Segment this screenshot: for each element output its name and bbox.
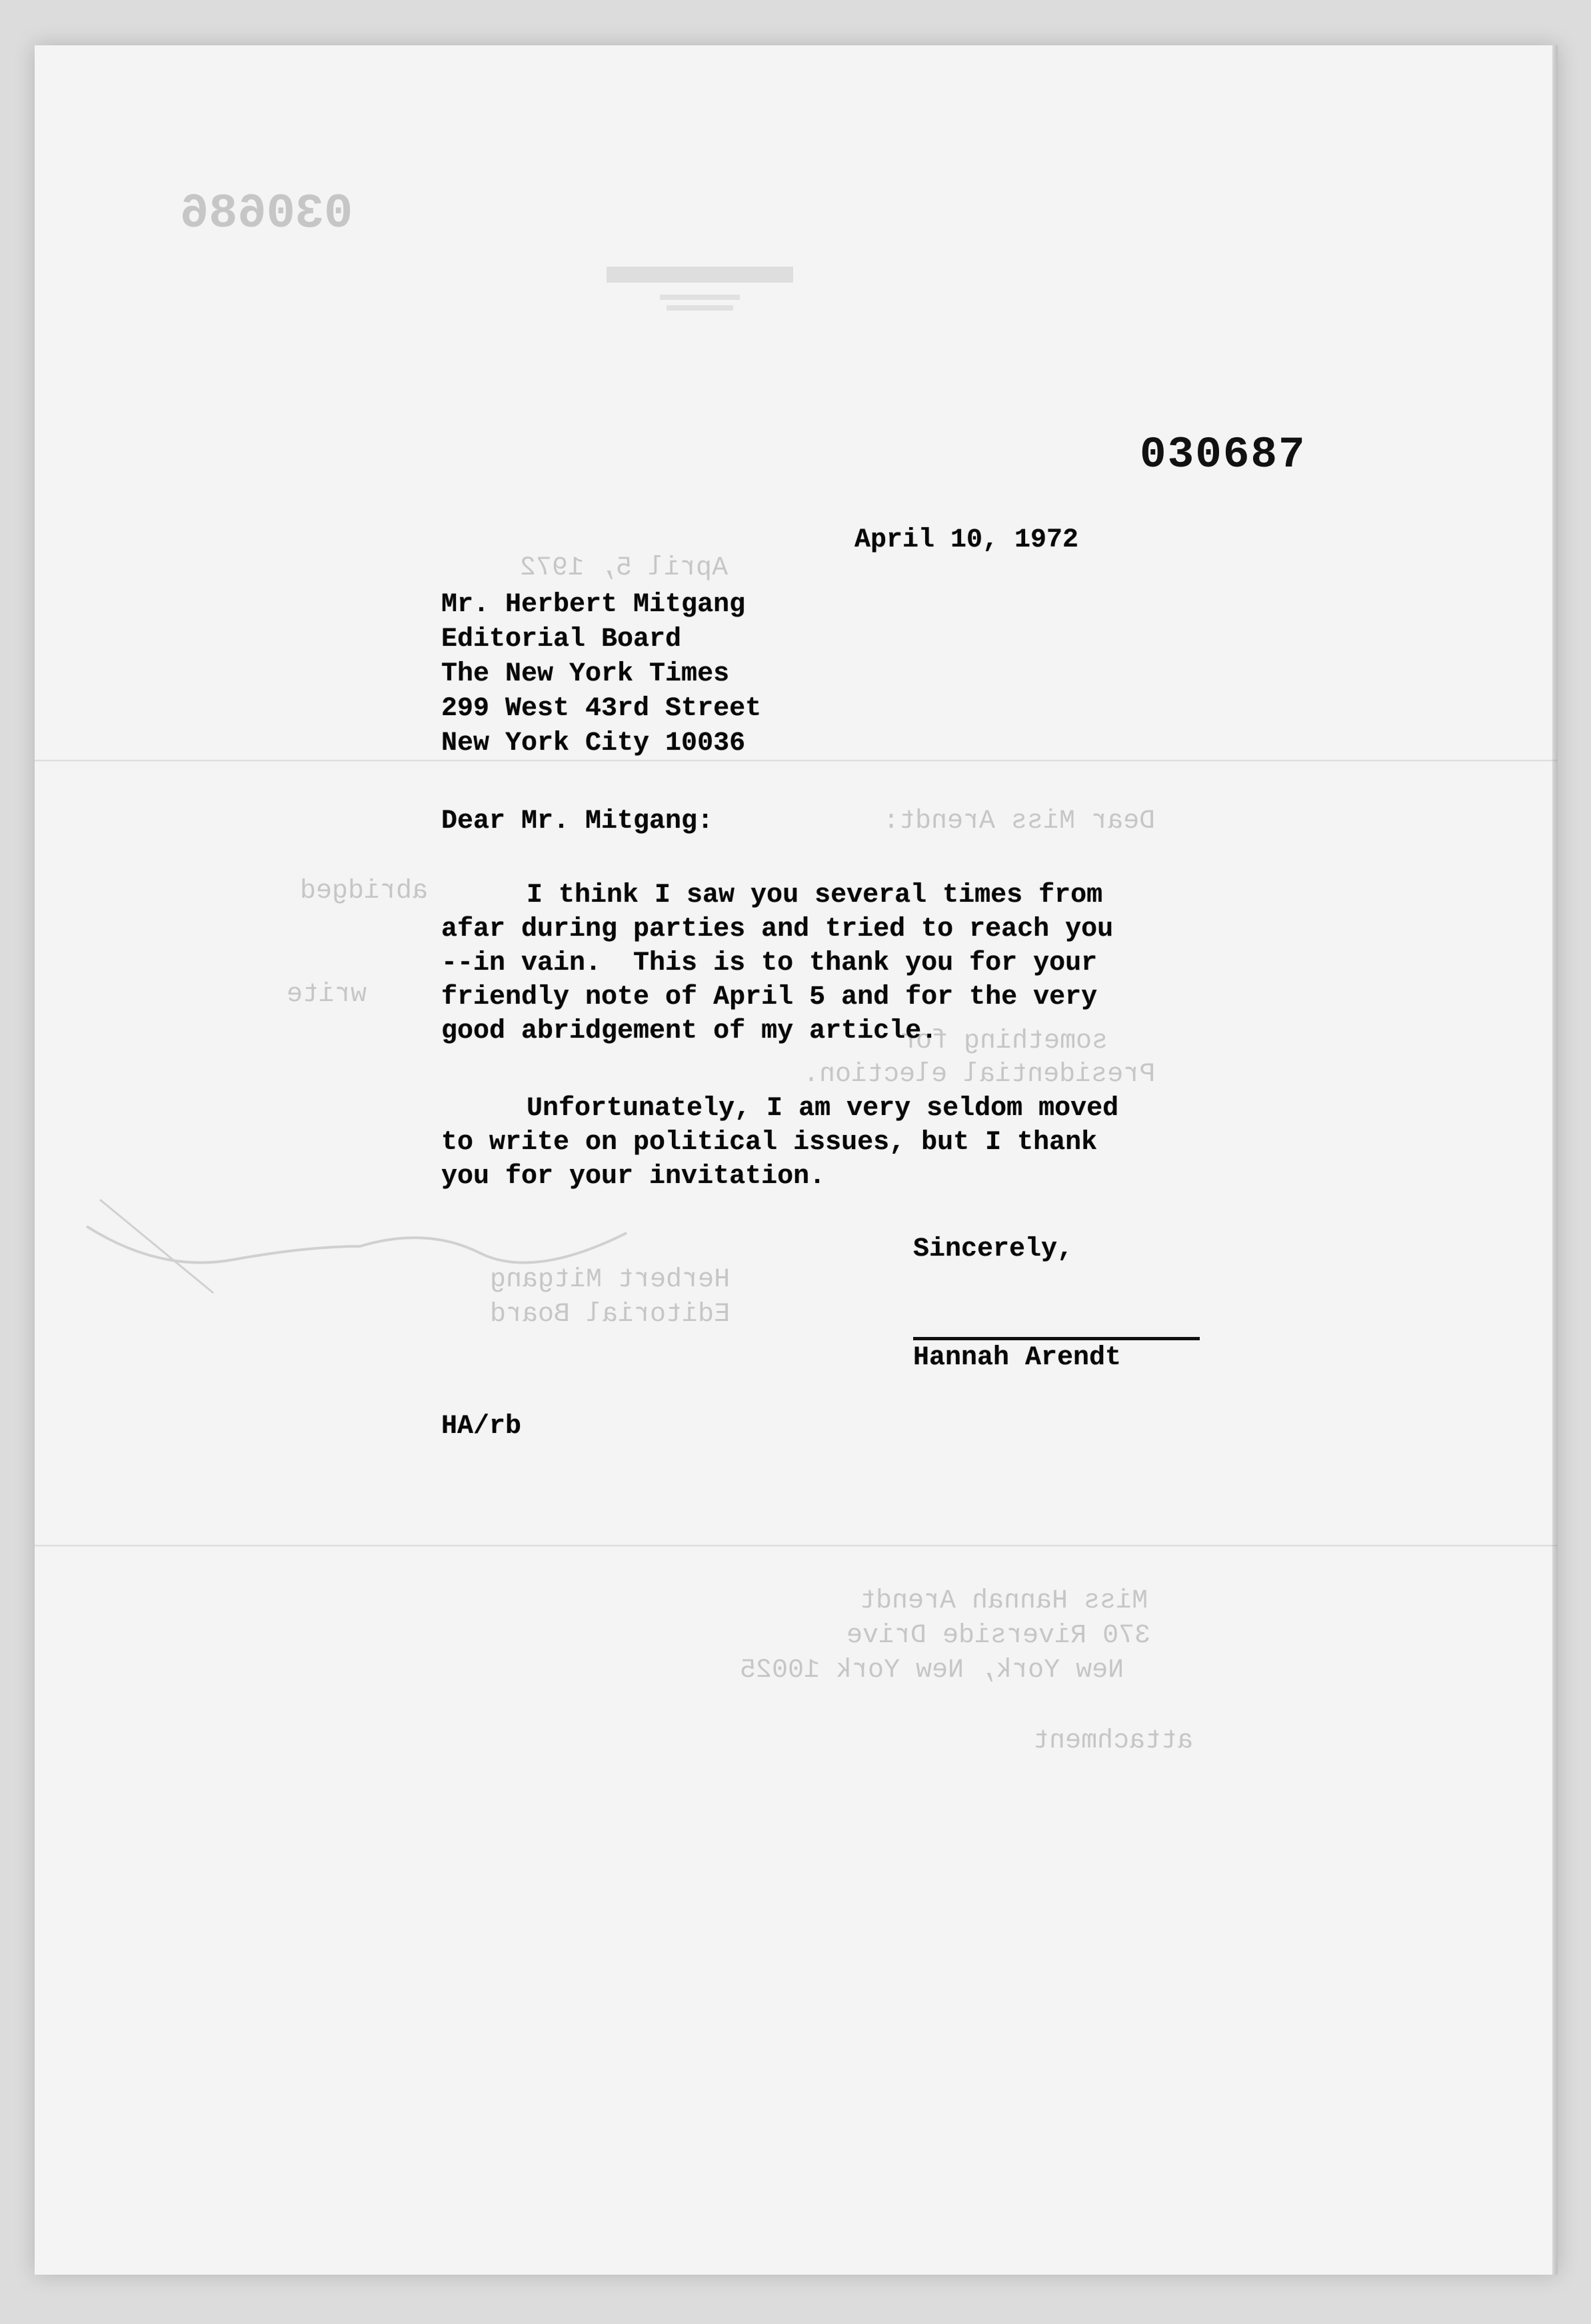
reverse-number: 030686 — [180, 187, 353, 241]
paragraph-1-line: afar during parties and tried to reach you — [441, 914, 1114, 944]
reverse-enclosure: attachment — [1033, 1726, 1194, 1756]
recipient-city: New York City 10036 — [441, 728, 746, 758]
paragraph-1-line: --in vain. This is to thank you for your — [441, 948, 1098, 978]
recipient-name: Mr. Herbert Mitgang — [441, 590, 746, 620]
fold-line-top — [35, 760, 1558, 762]
paragraph-1 — [441, 878, 1113, 1048]
letterhead-ghost-image — [600, 260, 800, 347]
recipient-street: 299 West 43rd Street — [441, 694, 762, 724]
closing: Sincerely, — [913, 1234, 1074, 1264]
reverse-fragment-abridged: abridged — [300, 876, 429, 906]
reverse-sender-name: Herbert Mitgang — [490, 1265, 731, 1295]
paragraph-2-line: you for your invitation. — [441, 1162, 826, 1192]
paragraph-2-line: to write on political issues, but I thank — [441, 1128, 1098, 1158]
reverse-fragment-something: something for — [900, 1026, 1108, 1056]
reverse-address-line1: Miss Hannah Arendt — [860, 1586, 1148, 1616]
reverse-fragment-write: write — [287, 980, 367, 1010]
reverse-fragment-election: Presidential election. — [803, 1060, 1156, 1090]
paragraph-1-line: good abridgement of my article. — [441, 1016, 938, 1046]
signature-line — [913, 1337, 1200, 1340]
paragraph-1-line: I think I saw you several times from — [527, 880, 1103, 910]
paragraph-1-line: friendly note of April 5 and for the very — [441, 982, 1098, 1012]
salutation: Dear Mr. Mitgang: — [441, 806, 714, 836]
reverse-address-line3: New York, New York 10025 — [740, 1656, 1124, 1686]
reverse-sender-title: Editorial Board — [490, 1300, 731, 1330]
paragraph-2 — [441, 1092, 1118, 1194]
recipient-department: Editorial Board — [441, 624, 682, 654]
fold-line-bottom — [35, 1545, 1558, 1547]
typist-initials: HA/rb — [441, 1412, 522, 1442]
recipient-organization: The New York Times — [441, 659, 730, 689]
reverse-address-line2: 370 Riverside Drive — [846, 1621, 1151, 1651]
letter-date: April 10, 1972 — [854, 525, 1079, 555]
page-edge — [1552, 45, 1558, 2275]
paragraph-2-line: Unfortunately, I am very seldom moved — [527, 1094, 1119, 1124]
document-number: 030687 — [1140, 430, 1306, 480]
signer-name: Hannah Arendt — [913, 1343, 1122, 1373]
recipient-address — [441, 588, 761, 761]
reverse-salutation: Dear Miss Arendt: — [883, 806, 1156, 836]
reverse-date: April 5, 1972 — [520, 553, 729, 583]
